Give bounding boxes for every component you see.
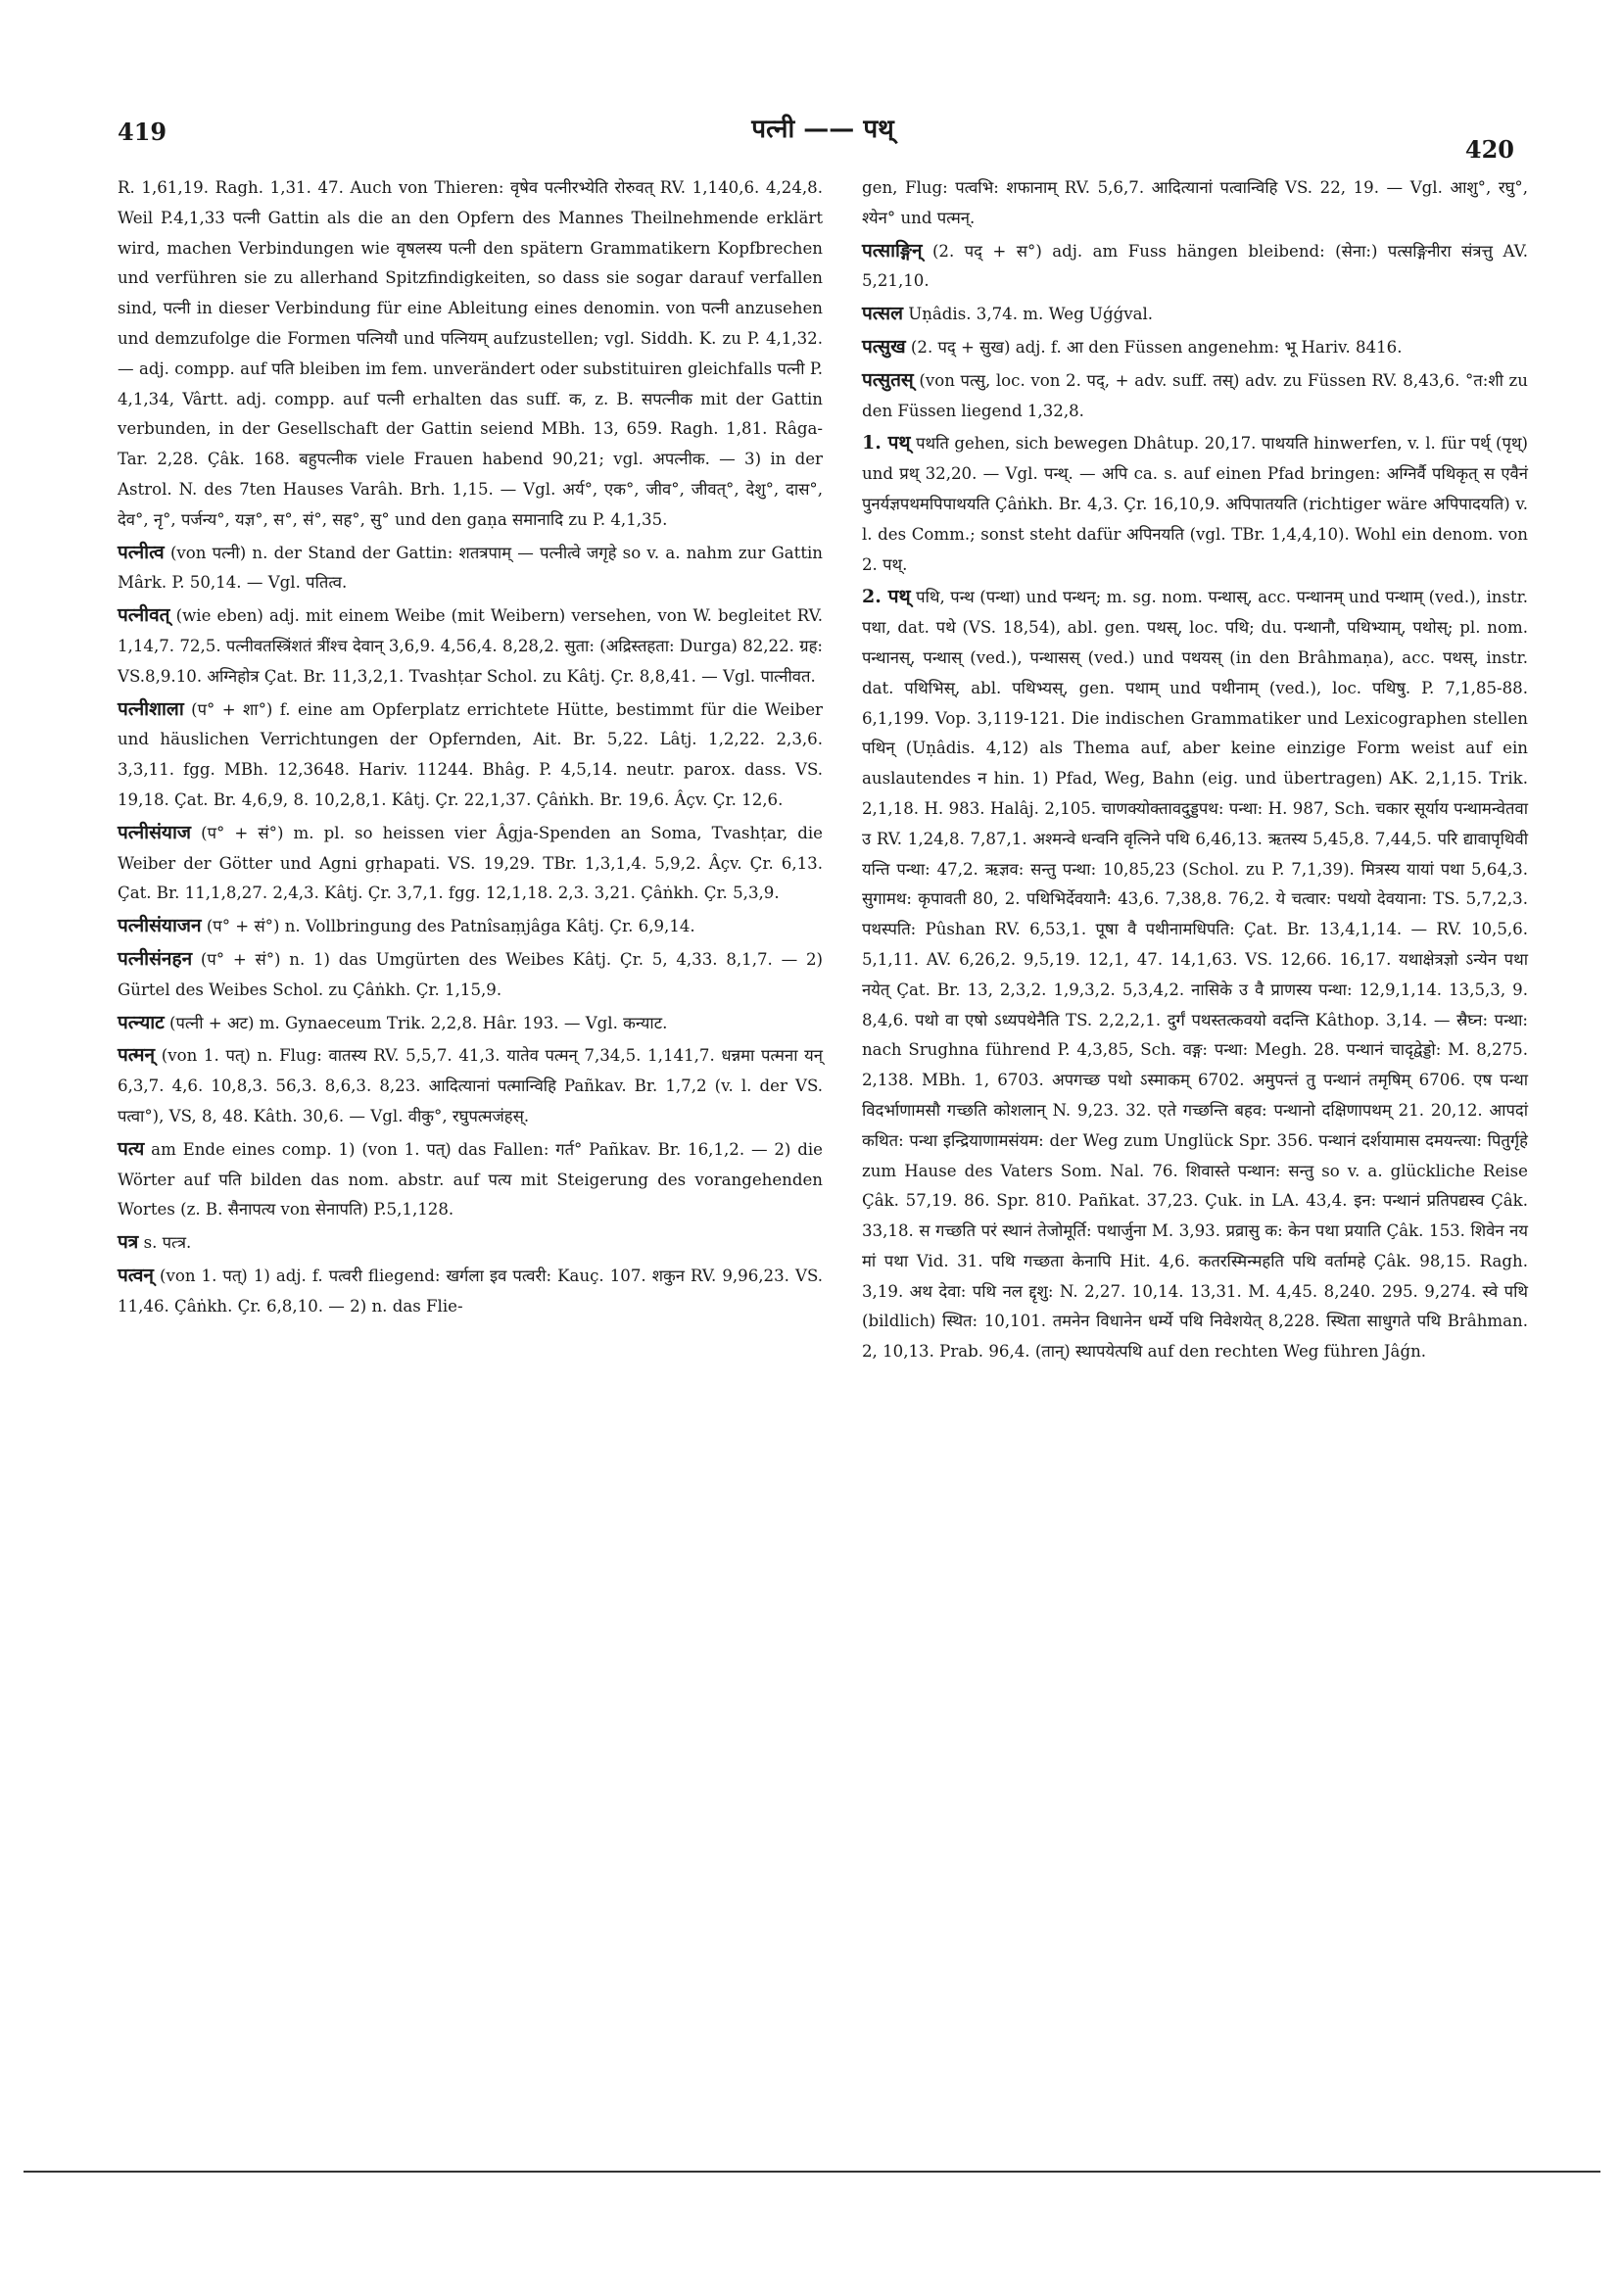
entry-headword: पत्मन्: [118, 1044, 156, 1067]
dictionary-entry: [862, 236, 1528, 298]
entry-text: gen, Flug: पत्वभि: शफानाम् RV. 5,6,7. आदित्यानां पत्वान्विहि VS. 22, 19. — Vgl. आशु°, रघु°, श्येन° und पत्मन्.: [862, 178, 1528, 227]
entry-headword: पत्नीवत्: [118, 604, 170, 627]
entry-text: (wie eben) adj. mit einem Weibe (mit Weibern) versehen, von W. begleitet RV. 1,14,7. 72,5. पत्नीवतस्त्रिंशतं त्रींश्च देवान् 3,6,9. 4,56,4. 8,28,2. सुता: (अद्रिस्तहता: Durga) 82,22. ग्रह: VS.8,9.10. अग्निहोत्र Çat. Br. 11,3,2,1. Tvashṭar Schol. zu Kâtj. Çr. 8,8,41. — Vgl. पात्नीवत.: [118, 606, 824, 686]
entry-headword: पत्सल: [862, 303, 903, 325]
entry-headword: पत्नीत्व: [118, 541, 165, 563]
entry-headword: 1. पथ्: [862, 432, 911, 454]
entry-text: R. 1,61,19. Ragh. 1,31. 47. Auch von Thieren: वृषेव पत्नीरभ्येति रोरुवत् RV. 1,140,6. 4,24,8. Weil P.4,1,33 पत्नी Gattin als die an den Opfern des Mannes Theilnehmende erklärt wird, machen Verbindungen wie वृषलस्य पत्नी den spätern Grammatikern Kopfbrechen und verführen sie zu allerhand Spitzfindigkeiten, so dass sie sogar darauf verfallen sind, पत्नी in dieser Verbindung für eine Ableitung eines denomin. von पत्नी anzusehen und demzufolge die Formen पत्नियौ und पत्नियम् aufzustellen; vgl. Siddh. K. zu P. 4,1,32. — adj. compp. auf पति bleiben im fem. unverändert oder substituiren gleichfalls पत्नी P. 4,1,34, Vârtt. adj. compp. auf पत्नी erhalten das suff. क, z. B. सपत्नीक mit der Gattin verbunden, in der Gesellschaft der Gattin seiend MBh. 13, 659. Ragh. 1,81. Râga-Tar. 2,28. Çâk. 168. बहुपत्नीक viele Frauen habend 90,21; vgl. अपत्नीक. — 3) in der Astrol. N. des 7ten Hauses Varâh. Brh. 1,15. — Vgl. अर्य°, एक°, जीव°, जीवत्°, देशु°, दास°, देव°, नृ°, पर्जन्य°, यज्ञ°, स°, सं°, सह°, सु° und den gaṇa समानादि zu P. 4,1,35.: [118, 178, 823, 529]
entry-headword: पत्सुतस्: [862, 368, 914, 391]
dictionary-entry: [118, 1040, 823, 1131]
dictionary-entry: [862, 332, 1528, 363]
dictionary-entry: [118, 1261, 823, 1322]
entry-headword: पत्नीसंयाज: [118, 821, 191, 843]
entry-text: Uṇâdis. 3,74. m. Weg Uǵǵval.: [908, 305, 1154, 324]
entry-text: am Ende eines comp. 1) (von 1. पत्) das Fallen: गर्त° Pañkav. Br. 16,1,2. — 2) die Wörter auf पति bilden das nom. abstr. auf पत्य mit Steigerung des vorangehenden Wortes (z. B. सैनापत्य von सेनापति) P.5,1,128.: [118, 1139, 823, 1220]
running-head: पत्नी —— पथ्: [751, 115, 894, 144]
dictionary-entry: [862, 365, 1528, 427]
page-header: [0, 110, 1622, 168]
entry-headword: पत्नीसंयाजन: [118, 915, 202, 937]
dictionary-entry: [118, 694, 823, 816]
entry-headword: पत्नीसंनहन: [118, 947, 193, 970]
page-number-left: 419: [118, 118, 167, 146]
dictionary-entry: [118, 1008, 823, 1039]
entry-text: पथति gehen, sich bewegen Dhâtup. 20,17. पाथयति hinwerfen, v. l. für पर्थ् (पृथ्) und प्रथ् 32,20. — Vgl. पन्थ्. — अपि ca. s. auf einen Pfad bringen: अग्निर्वै पथिकृत् स एवैनं पुनर्यज्ञपथमपिपाथयति Çâṅkh. Br. 4,3. Çr. 16,10,9. अपिपातयति (richtiger wäre अपिपादयति) v. l. des Comm.; sonst steht dafür अपिनयति (vgl. TBr. 1,4,4,10). Wohl ein denom. von 2. पथ्.: [862, 434, 1528, 574]
entry-headword: पत्साङ्गिन्: [862, 239, 923, 262]
dictionary-entry: [118, 1227, 823, 1259]
dictionary-entry: [118, 172, 823, 536]
dictionary-entry: [118, 1134, 823, 1225]
dictionary-entry: [862, 172, 1528, 234]
dictionary-entry: [862, 299, 1528, 330]
dictionary-entry: [118, 911, 823, 942]
entry-text: पथि, पन्थ (पन्था) und पन्थन्; m. sg. nom. पन्थास्, acc. पन्थानम् und पन्थाम् (ved.), instr. पथा, dat. पथे (VS. 18,54), abl. gen. पथस्, loc. पथि; du. पन्थानौ, पथिभ्याम्, पथोस्; pl. nom. पन्थानस्, पन्थास् (ved.), पन्थासस् (ved.) und पथयस् (in den Brâhmaṇa), acc. पथस्, instr. dat. पथिभिस्, abl. पथिभ्यस्, gen. पथाम् und पथीनाम् (ved.), loc. पथिषु. P. 7,1,85-88. 6,1,199. Vop. 3,119-121. Die indischen Grammatiker und Lexicographen stellen पथिन् (Uṇâdis. 4,12) als Thema auf, aber keine einzige Form weist auf ein auslautendes न hin. 1) Pfad, Weg, Bahn (eig. und übertragen) AK. 2,1,15. Trik. 2,1,18. H. 983. Halâj. 2,105. चाणक्योक्तावदुड्डपथ: पन्था: H. 987, Sch. चकार सूर्याय पन्थामन्वेतवा उ RV. 1,24,8. 7,87,1. अश्मन्वे धन्वनि वृत्निने पथि 6,46,13. ऋतस्य 5,45,8. 7,44,5. परि द्यावापृथिवी यन्ति पन्था: 47,2. ऋज्ञव: सन्तु पन्था: 10,85,23 (Schol. zu P. 7,1,39). मित्रस्य यायां पथा 5,64,3. सुगामथ: कृपावती 80, 2. पथिभिर्देवयानै: 43,6. 7,38,8. 76,2. ये चत्वार: पथयो देवयाना: TS. 5,7,2,3. पथस्पति: Pûshan RV. 6,53,1. पूषा वै पथीनामधिपति: Çat. Br. 13,4,1,14. — RV. 10,5,6. 5,1,11. AV. 6,26,2. 9,5,19. 12,1, 47. 14,1,63. VS. 12,66. 16,17. यथाक्षेत्रज्ञो ऽन्येन पथा नयेत् Çat. Br. 13, 2,3,2. 1,9,3,2. 5,3,4,2. नासिके उ वै प्राणस्य पन्था: 12,9,1,14. 13,5,3, 9. 8,4,6. पथो वा एषो ऽध्यपथेनैति TS. 2,2,2,1. दुर्गं पथस्तत्कवयो वदन्ति Kâthop. 3,14. — स्रैघ्न: पन्था: nach Srughna führend P. 4,3,85, Sch. वङ्ग: पन्था: Megh. 28. पन्थानं चादृद्वेड्डो: M. 8,275. 2,138. MBh. 1, 6703. अपगच्छ पथो ऽस्माकम् 6702. अमुपन्तं तु पन्थानं तमृषिम् 6706. एष पन्था विदर्भाणामसौ गच्छति कोशलान् N. 9,23. 32. एते गच्छन्ति बहव: पन्थानो दक्षिणापथम् 21. 20,12. आपदां कथित: पन्था इन्द्रियाणामसंयम: der Weg zum Unglück Spr. 356. पन्थानं दर्शयामास दमयन्त्या: पितुर्गृहे zum Hause des Vaters Som. Nal. 76. शिवास्ते पन्थान: सन्तु so v. a. glückliche Reise Çâk. 57,19. 86. Spr. 810. Pañkat. 37,23. Çuk. in LA. 43,4. इन: पन्थानं प्रतिपद्यस्व Çâk. 33,18. स गच्छति परं स्थानं तेजोमूर्ति: पथार्जुना M. 3,93. प्रव्रासु क: केन पथा प्रयाति Çâk. 153. शिवेन नय मां पथा Vid. 31. पथि गच्छता केनापि Hit. 4,6. कतरस्मिन्महति पथि वर्तामहे Çâk. 98,15. Ragh. 3,19. अथ देवा: पथि नल द्दृशु: N. 2,27. 10,14. 13,31. M. 4,45. 8,240. 295. 9,274. स्वे पथि (bildlich) स्थित: 10,101. तमनेन विधानेन धर्म्ये पथि निवेशयेत् 8,228. स्थिता साधुगते पथि Brâhman. 2, 10,13. Prab. 96,4. (तान्) स्थापयेत्पथि auf den rechten Weg führen Jâǵn.: [862, 588, 1529, 1362]
entry-text: (प° + सं°) m. pl. so heissen vier Âgja-Spenden an Soma, Tvashṭar, die Weiber der Götter und Agni gṛhapati. VS. 19,29. TBr. 1,3,1,4. 5,9,2. Âçv. Çr. 6,13. Çat. Br. 11,1,8,27. 2,4,3. Kâtj. Çr. 3,7,1. fgg. 12,1,18. 2,3. 3,21. Çâṅkh. Çr. 5,3,9.: [118, 823, 824, 903]
dictionary-entry: [118, 538, 823, 599]
entry-text: (प° + सं°) n. Vollbringung des Patnîsaṃjâga Kâtj. Çr. 6,9,14.: [206, 917, 695, 936]
entry-text: (पत्नी + अट) m. Gynaeceum Trik. 2,2,8. Hâr. 193. — Vgl. कन्याट.: [169, 1013, 668, 1032]
dictionary-entry: [118, 600, 823, 692]
entry-text: s. पत्त्र.: [143, 1233, 192, 1253]
entry-headword: पत्वन्: [118, 1264, 154, 1286]
left-column: [118, 172, 823, 1323]
entry-headword: पत्य: [118, 1137, 145, 1160]
entry-text: (von पत्नी) n. der Stand der Gattin: शतत्रपाम् — पत्नीत्वे जगृहे so v. a. nahm zur Gattin Mârk. P. 50,14. — Vgl. पतित्व.: [118, 543, 823, 593]
entry-text: (प° + शा°) f. eine am Opferplatz errichtete Hütte, bestimmt für die Weiber und häuslichen Verrichtungen der Opfernden, Ait. Br. 5,22. Lâtj. 1,2,22. 2,3,6. 3,3,11. fgg. MBh. 12,3648. Hariv. 11244. Bhâg. P. 4,5,14. neutr. parox. dass. VS. 19,18. Çat. Br. 4,6,9, 8. 10,2,8,1. Kâtj. Çr. 22,1,37. Çâṅkh. Br. 19,6. Âçv. Çr. 12,6.: [118, 699, 823, 809]
entry-text: (von पत्सु, loc. von 2. पद्, + adv. suff. तस्) adv. zu Füssen RV. 8,43,6. °त:शी zu den Füssen liegend 1,32,8.: [862, 370, 1528, 420]
dictionary-entry: [118, 944, 823, 1006]
bottom-rule: [24, 2171, 1600, 2173]
entry-text: (von 1. पत्) n. Flug: वातस्य RV. 5,5,7. 41,3. यातेव पत्मन् 7,34,5. 1,141,7. धन्नमा पत्मना यन् 6,3,7. 4,6. 10,8,3. 56,3. 8,6,3. 8,23. आदित्यानां पत्मान्विहि Pañkav. Br. 1,7,2 (v. l. der VS. पत्वा°), VS, 8, 48. Kâth. 30,6. — Vgl. वीकु°, रघुपत्मजंहस्.: [118, 1046, 823, 1125]
right-column: [862, 172, 1528, 1369]
entry-headword: पत्र: [118, 1231, 139, 1254]
dictionary-entry: [862, 582, 1528, 1367]
entry-headword: 2. पथ्: [862, 586, 911, 608]
entry-headword: पत्नीशाला: [118, 697, 184, 720]
entry-text: (von 1. पत्) 1) adj. f. पत्वरी fliegend: खर्गला इव पत्वरी: Kauç. 107. शकुन RV. 9,96,23. VS. 11,46. Çâṅkh. Çr. 6,8,10. — 2) n. das Flie-: [118, 1266, 823, 1315]
entry-text: (2. पद् + सुख) adj. f. आ den Füssen angenehm: भू Hariv. 8416.: [910, 337, 1403, 357]
entry-headword: पत्सुख: [862, 335, 906, 358]
entry-text: (2. पद् + स°) adj. am Fuss hängen bleibend: (सेना:) पत्सङ्गिनीरा संत्रत्तु AV. 5,21,10.: [862, 241, 1528, 291]
dictionary-entry: [118, 818, 823, 909]
page-number-right: 420: [1464, 135, 1514, 164]
entry-headword: पत्न्याट: [118, 1011, 165, 1033]
entry-text: (प° + सं°) n. 1) das Umgürten des Weibes Kâtj. Çr. 5, 4,33. 8,1,7. — 2) Gürtel des Weibes Schol. zu Çâṅkh. Çr. 1,15,9.: [118, 949, 823, 999]
dictionary-entry: [862, 428, 1528, 580]
